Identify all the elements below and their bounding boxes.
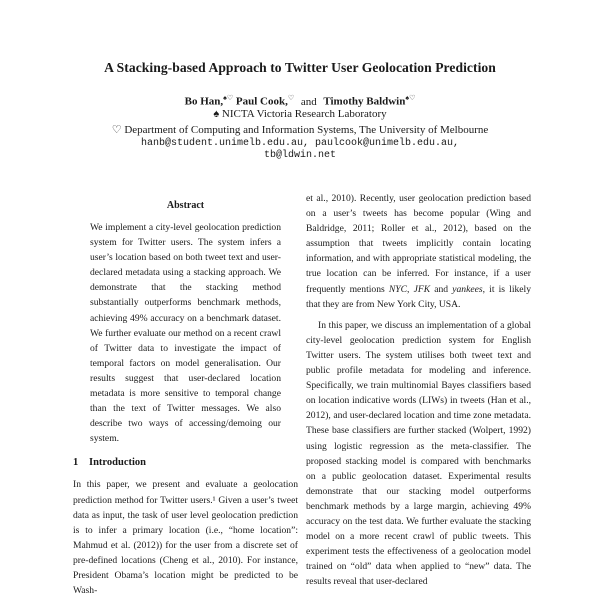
author-name: Timothy Baldwin xyxy=(323,95,406,108)
affiliation: ♡ Department of Computing and Information Systems, The University of Melbourne xyxy=(111,124,489,136)
text-run: and xyxy=(430,283,453,295)
intro-paragraph: In this paper, we present and evaluate a geolocation prediction method for Twitter users.¹ Given a user’s tweet data as input, the task of user level geolocation prediction is to infer a primary location (i.e., “home location”: Mahmud et al. (2012)) for the user from a discrete set of pre-defined locations (Cheng et al., 2010). For instance, President Obama’s location might be predicted to be Wash- xyxy=(73,479,298,597)
section-number: 1 xyxy=(73,457,79,469)
abstract-heading: Abstract xyxy=(166,200,205,211)
text-run: et al., 2010). Recently, user geolocation prediction based on a user’s tweets has become popular (Wing and Baldridge, 2011; Roller et al., 2012), based on the assumption that tweets implicitly contain locating information, and with appropriate statistical modeling, the true location can be inferred. For instance, if a user frequently mentions xyxy=(306,193,531,295)
text-run: , it is likely that they are from New York City, USA. xyxy=(306,283,532,310)
author-marks: ♠♡ xyxy=(223,94,234,102)
text-run: , xyxy=(407,283,414,295)
left-column xyxy=(73,199,298,598)
example-term: JFK xyxy=(413,283,431,295)
example-term: yankees xyxy=(452,283,483,295)
author-line xyxy=(0,94,600,108)
author-emails: hanb@student.unimelb.edu.au, paulcook@unimelb.edu.au, xyxy=(140,138,460,149)
author-name: Paul Cook, xyxy=(235,95,288,108)
intro-paragraph xyxy=(306,191,531,312)
author-marks: ♠♡ xyxy=(405,94,416,102)
example-term: NYC xyxy=(388,283,408,295)
author-name: Bo Han, xyxy=(184,95,224,108)
section-title: Introduction xyxy=(89,457,146,469)
right-column xyxy=(306,191,531,589)
author-marks: ♡ xyxy=(287,94,295,102)
abstract-text: We implement a city-level geolocation prediction system for Twitter users. The system infers a user’s location based on both tweet text and user-declared metadata using a stacking approach. We demonstrate that the stacking method substantially outperforms benchmark methods, achieving 49% accuracy on a benchmark dataset. We further evaluate our method on a recent crawl of Twitter data to investigate the impact of temporal factors on model generalisation. Our results suggest that user-declared location metadata is more sensitive to temporal change than the text of Twitter messages. We also describe two ways of accessing/demoing our system. xyxy=(90,222,281,445)
section-heading xyxy=(73,456,298,470)
intro-paragraph: In this paper, we discuss an implementation of a global city-level geolocation prediction system for English Twitter users. The system utilises both tweet text and public profile metadata for modeling and inference. Specifically, we train multinomial Bayes classifiers based on location indicative words (LIWs) in tweets (Han et al., 2012), and user-declared location and time zone metadata. These base classifiers are further stacked (Wolpert, 1992) using logistic regression as the meta-classifier. The proposed stacking model is compared with benchmarks on a public geolocation dataset. Experimental results demonstrate that our stacking model outperforms benchmark methods by a large margin, achieving 49% accuracy on the test data. We further evaluate the stacking model on a more recent crawl of public tweets. This experiment tests the effectiveness of a geolocation model trained on “old” data when applied to “new” data. The results reveal that user-declared xyxy=(306,319,531,588)
affiliation: ♠ NICTA Victoria Research Laboratory xyxy=(213,108,387,120)
and-word: and xyxy=(300,95,317,108)
author-emails: tb@ldwin.net xyxy=(263,150,336,161)
paper-title: A Stacking-based Approach to Twitter User Geolocation Prediction xyxy=(104,60,496,75)
